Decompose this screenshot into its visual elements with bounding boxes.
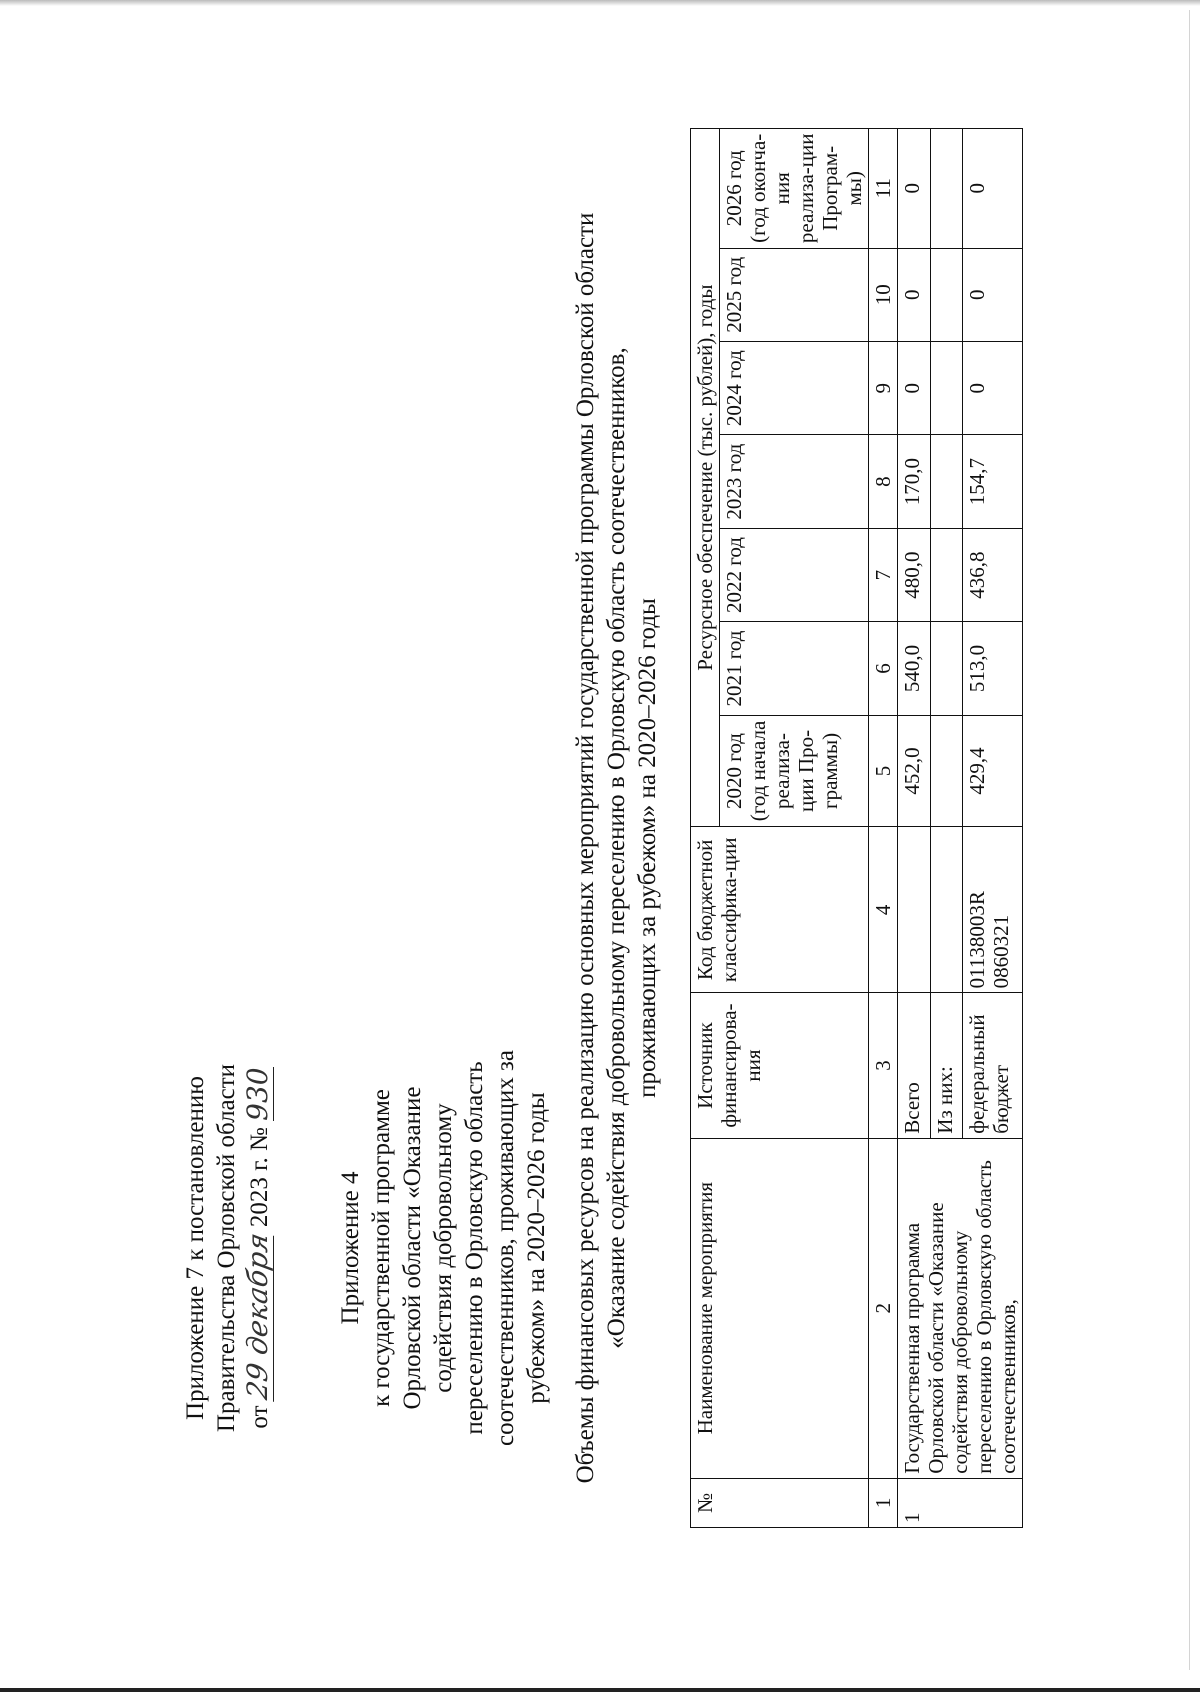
row-value: 0 [898,248,931,341]
row-source: Из них: [930,993,963,1138]
row-value [930,622,963,715]
row-value: 540,0 [898,622,931,715]
row-source: федеральный бюджет [963,993,1023,1138]
header-ot: от [246,1405,273,1429]
col-header-year: 2026 год (год оконча-ния реализа-ции Програм-мы) [720,129,869,249]
row-value [930,435,963,528]
column-number: 4 [869,827,898,993]
row-value: 429,4 [963,715,1023,827]
appendix-line: Приложение 4 [337,1171,364,1325]
column-number: 1 [869,1478,898,1527]
appendix-line: переселению в Орловскую область [461,1061,488,1435]
row-name: Государственная программа Орловской области «Оказание содействия добровольному переселению в Орловскую область соотечественников, [898,1138,1023,1478]
handwritten-date: 29 декабря [241,1230,274,1403]
row-value: 480,0 [898,528,931,621]
col-header-year: 2020 год (год начала реализа-ции Про-граммы) [720,715,869,827]
column-number: 9 [869,342,898,435]
table-header-row [691,129,720,1528]
col-header-code: Код бюджетной классифика-ции [691,827,869,993]
row-value: 436,8 [963,528,1023,621]
document-title [570,208,663,1488]
row-value: 0 [898,342,931,435]
title-line: «Оказание содействия добровольному переселению в Орловскую область соотечественников, [603,347,630,1349]
header-line-3 [242,988,275,1508]
row-value: 0 [898,129,931,249]
handwritten-number: 930 [241,1067,274,1121]
appendix-line: содействия добровольному [430,1103,457,1393]
row-value [930,715,963,827]
title-line: Объемы финансовых ресурсов на реализацию основных мероприятий государственной программы Орловской области [572,212,599,1484]
column-number: 7 [869,528,898,621]
resolution-header [180,988,275,1508]
funding-table [690,128,1023,1528]
row-code: 01138003R 0860321 [963,827,1023,993]
scan-border-top [0,0,1200,6]
appendix-line: рубежом» на 2020–2026 годы [523,1092,550,1404]
appendix-block [335,988,552,1508]
col-header-num: № [691,1478,869,1527]
row-code [898,827,931,993]
row-value: 154,7 [963,435,1023,528]
appendix-line: к государственной программе [368,1089,395,1407]
col-header-year: 2023 год [720,435,869,528]
row-value [930,342,963,435]
col-header-name: Наименование мероприятия [691,1138,869,1478]
header-line-1: Приложение 7 к постановлению [182,1076,209,1420]
row-source: Всего [898,993,931,1138]
column-number: 10 [869,248,898,341]
column-number: 6 [869,622,898,715]
column-number: 5 [869,715,898,827]
rotated-page [0,48,1200,1708]
row-code [930,827,963,993]
column-number: 8 [869,435,898,528]
col-header-source: Источник финансирова-ния [691,993,869,1138]
header-line-2: Правительства Орловской области [213,1063,240,1433]
col-header-year: 2022 год [720,528,869,621]
row-value: 0 [963,342,1023,435]
row-value [930,528,963,621]
title-line: проживающих за рубежом» на 2020–2026 годы [634,598,661,1098]
row-value [930,248,963,341]
row-value: 0 [963,248,1023,341]
header-year: 2023 г. № [246,1127,273,1228]
col-header-year: 2025 год [720,248,869,341]
column-number: 2 [869,1138,898,1478]
row-number: 1 [898,1478,1023,1527]
row-value: 0 [963,129,1023,249]
col-header-year: 2024 год [720,342,869,435]
row-value: 452,0 [898,715,931,827]
row-value [930,129,963,249]
column-number-row [869,129,898,1528]
row-value: 170,0 [898,435,931,528]
appendix-line: Орловской области «Оказание [399,1086,426,1410]
column-number: 3 [869,993,898,1138]
col-header-year: 2021 год [720,622,869,715]
row-value: 513,0 [963,622,1023,715]
appendix-line: соотечественников, проживающих за [492,1049,519,1447]
col-header-resources: Ресурсное обеспечение (тыс. рублей), годы [691,129,720,827]
table-row [898,129,931,1528]
column-number: 11 [869,129,898,249]
